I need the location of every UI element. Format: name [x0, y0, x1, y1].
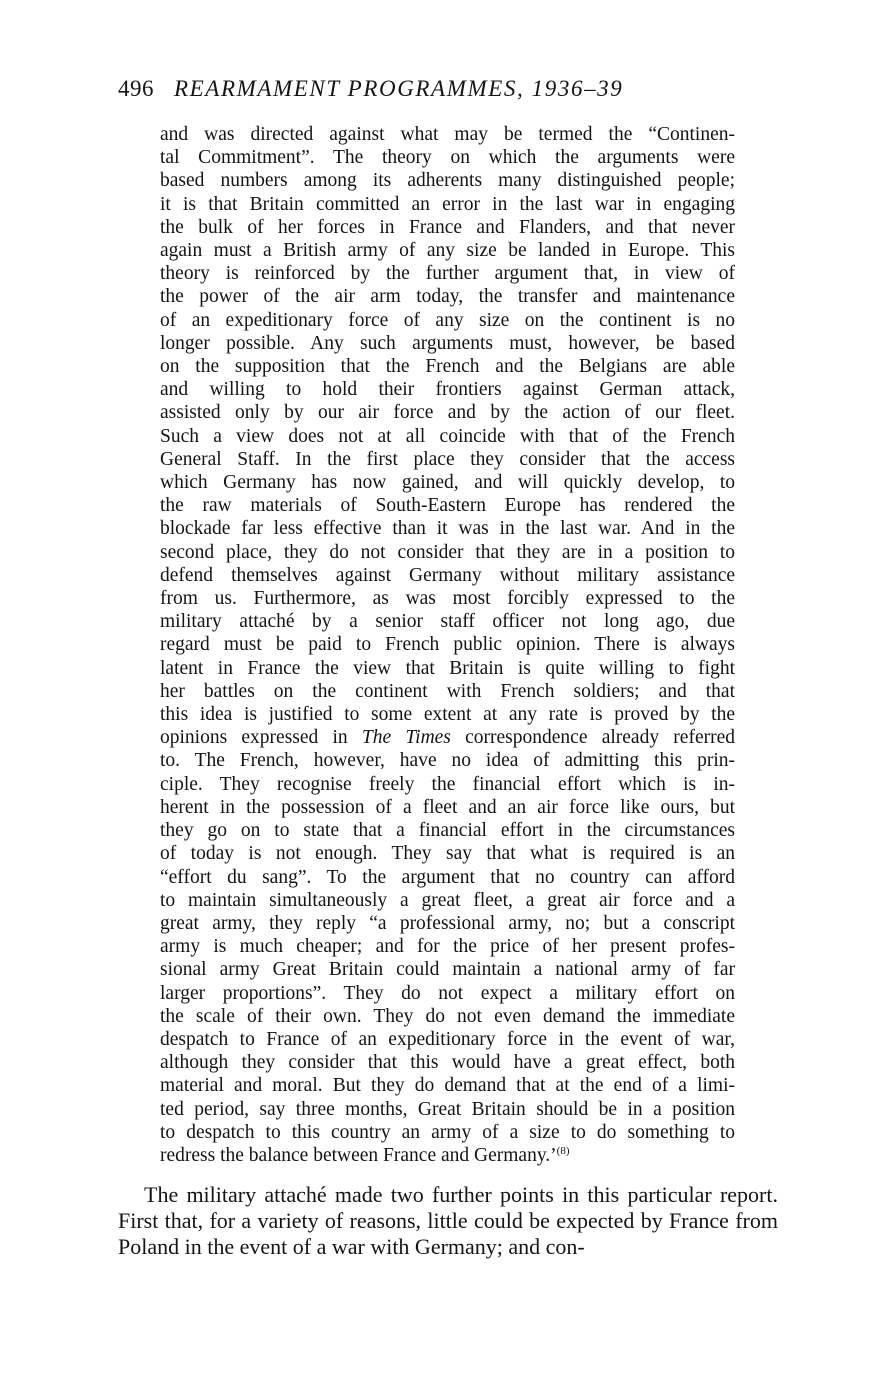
body-paragraph: The military attaché made two further points in this particular report. First that, for a variety of reasons, little could be expected by France from Poland in the event of a war with Germany; and con- [118, 1182, 778, 1259]
quote-line: of today is not enough. They say that what is required is an [160, 843, 735, 865]
footnote-reference[interactable]: (8) [556, 1144, 570, 1157]
body-text [118, 1182, 778, 1260]
quote-line: despatch to France of an expeditionary force in the event of war, [160, 1028, 735, 1050]
quote-line: ted period, say three months, Great Britain should be in a position [160, 1098, 735, 1120]
quote-line: second place, they do not consider that they are in a position to [160, 541, 735, 563]
quote-line: although they consider that this would have a great effect, both [160, 1052, 735, 1074]
quote-line: of an expeditionary force of any size on the continent is no [160, 309, 735, 331]
quote-line-last [160, 1144, 735, 1167]
quote-line: defend themselves against Germany without military assistance [160, 564, 735, 586]
quote-line: “effort du sang”. To the argument that no country can afford [160, 866, 735, 888]
quote-line: to maintain simultaneously a great fleet, a great air force and a [160, 889, 735, 911]
quote-line: longer possible. Any such arguments must, however, be based [160, 332, 735, 354]
page-number: 496 [118, 76, 154, 101]
publication-title: The Times [361, 727, 451, 749]
quote-line: it is that Britain committed an error in the last war in engaging [160, 193, 735, 215]
quote-line: from us. Furthermore, as was most forcibly expressed to the [160, 588, 735, 610]
chapter-title: REARMAMENT PROGRAMMES, 1936–39 [174, 76, 624, 101]
quote-line: blockade far less effective than it was in the last war. And in the [160, 518, 735, 540]
quote-text: redress the balance between France and Germany.’ [160, 1144, 557, 1166]
quote-line: this idea is justified to some extent at any rate is proved by the [160, 704, 735, 726]
quote-line: and was directed against what may be termed the “Continen- [160, 124, 735, 145]
quote-line: again must a British army of any size be landed in Europe. This [160, 240, 735, 262]
quote-text: opinions expressed in [160, 727, 362, 749]
quote-line: General Staff. In the first place they consider that the access [160, 448, 735, 470]
block-quote [160, 123, 735, 1167]
quote-line-times [160, 726, 735, 749]
quote-line: they go on to state that a financial effort in the circumstances [160, 820, 735, 842]
quote-line: the bulk of her forces in France and Flanders, and that never [160, 216, 735, 238]
quote-line: ciple. They recognise freely the financial effort which is in- [160, 773, 735, 795]
quote-line: great army, they reply “a professional army, no; but a conscript [160, 912, 735, 934]
quote-line: to despatch to this country an army of a size to do something to [160, 1121, 735, 1143]
quote-line: latent in France the view that Britain is quite willing to fight [160, 657, 735, 679]
quote-line: military attaché by a senior staff officer not long ago, due [160, 611, 735, 633]
quote-line: the power of the air arm today, the transfer and maintenance [160, 286, 735, 308]
quote-line: the raw materials of South-Eastern Europe has rendered the [160, 495, 735, 517]
quote-text: correspondence already referred [450, 727, 735, 749]
quote-line: on the supposition that the French and the Belgians are able [160, 356, 735, 378]
running-head [118, 76, 778, 116]
quote-line: sional army Great Britain could maintain a national army of far [160, 959, 735, 981]
quote-line: tal Commitment”. The theory on which the arguments were [160, 147, 735, 169]
quote-line: larger proportions”. They do not expect a military effort on [160, 982, 735, 1004]
quote-line: and willing to hold their frontiers against German attack, [160, 379, 735, 401]
quote-line: regard must be paid to French public opinion. There is always [160, 634, 735, 656]
quote-line: army is much cheaper; and for the price of her present profes- [160, 936, 735, 958]
quote-line: which Germany has now gained, and will quickly develop, to [160, 472, 735, 494]
quote-line: to. The French, however, have no idea of admitting this prin- [160, 750, 735, 772]
quote-line: material and moral. But they do demand that at the end of a limi- [160, 1075, 735, 1097]
quote-line: theory is reinforced by the further argument that, in view of [160, 263, 735, 285]
quote-line: based numbers among its adherents many distinguished people; [160, 170, 735, 192]
quote-line: her battles on the continent with French soldiers; and that [160, 680, 735, 702]
quote-line: the scale of their own. They do not even demand the immediate [160, 1005, 735, 1027]
quote-line: Such a view does not at all coincide with that of the French [160, 425, 735, 447]
quote-line: herent in the possession of a fleet and an air force like ours, but [160, 796, 735, 818]
quote-line: assisted only by our air force and by the action of our fleet. [160, 402, 735, 424]
